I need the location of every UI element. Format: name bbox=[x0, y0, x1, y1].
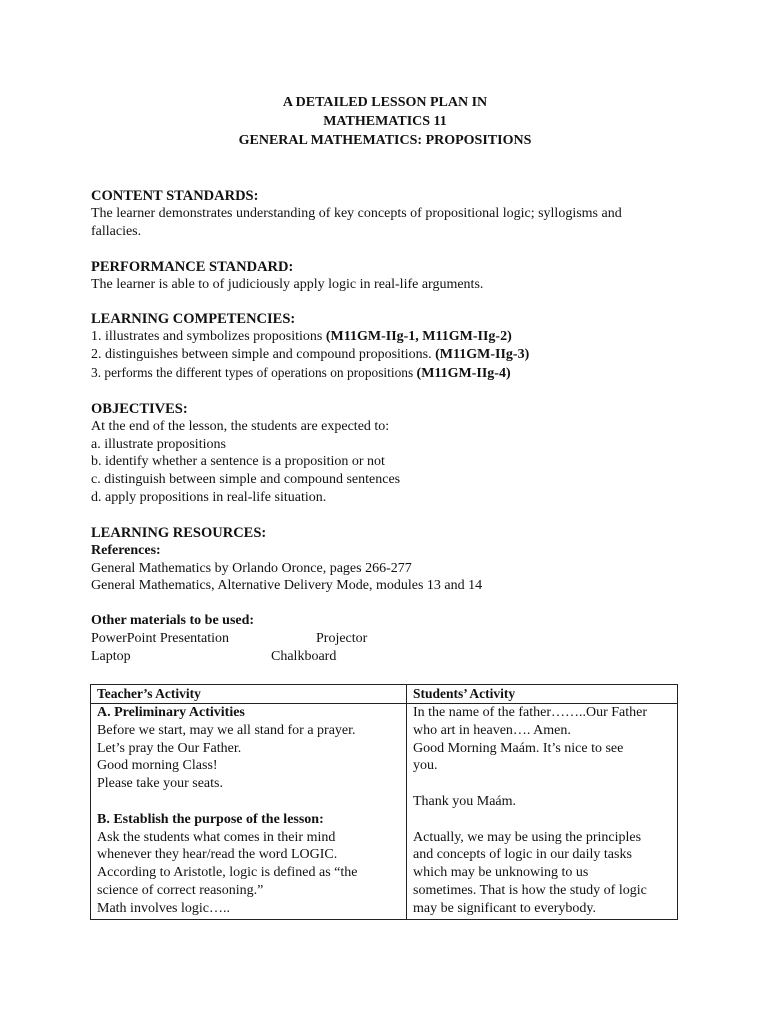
objectives-heading: OBJECTIVES: bbox=[91, 400, 188, 417]
objective-item: d. apply propositions in real-life situation. bbox=[91, 489, 327, 505]
competency-item bbox=[91, 364, 679, 383]
student-line: who art in heaven…. Amen. bbox=[413, 722, 571, 738]
student-line: Good Morning Maám. It’s nice to see bbox=[413, 740, 624, 756]
references-label: References: bbox=[91, 542, 161, 558]
lesson-plan-page bbox=[91, 93, 679, 666]
content-standards-heading: CONTENT STANDARDS: bbox=[91, 188, 259, 204]
material-item: Chalkboard bbox=[271, 648, 337, 664]
objectives-section bbox=[91, 400, 679, 507]
content-standards-text-2: fallacies. bbox=[91, 223, 142, 239]
competency-item bbox=[91, 328, 679, 346]
teacher-activity-cell bbox=[91, 704, 407, 920]
student-line: Thank you Maám. bbox=[413, 793, 517, 809]
material-item: Projector bbox=[316, 630, 368, 646]
teacher-line: science of correct reasoning.” bbox=[97, 882, 264, 898]
learning-resources-section bbox=[91, 524, 679, 666]
student-line: sometimes. That is how the study of logic bbox=[413, 882, 647, 898]
material-item: PowerPoint Presentation bbox=[91, 630, 230, 646]
objectives-intro: At the end of the lesson, the students are expected to: bbox=[91, 418, 390, 434]
material-item: Laptop bbox=[91, 648, 131, 664]
reference-item: General Mathematics, Alternative Delivery Mode, modules 13 and 14 bbox=[91, 578, 483, 594]
competency-code: (M11GM-IIg-4) bbox=[416, 365, 511, 381]
other-materials-label: Other materials to be used: bbox=[91, 613, 255, 629]
teacher-line: whenever they hear/read the word LOGIC. bbox=[97, 847, 338, 863]
title-line-3: GENERAL MATHEMATICS: PROPOSITIONS bbox=[238, 133, 532, 148]
teacher-line: Let’s pray the Our Father. bbox=[97, 740, 242, 756]
objective-item: c. distinguish between simple and compound sentences bbox=[91, 472, 401, 488]
competency-code: (M11GM-IIg-3) bbox=[435, 347, 530, 363]
table-row bbox=[91, 704, 678, 920]
competency-text: 2. distinguishes between simple and compound propositions. bbox=[91, 347, 436, 363]
performance-standard-heading: PERFORMANCE STANDARD: bbox=[91, 258, 294, 275]
student-line: and concepts of logic in our daily tasks bbox=[413, 847, 632, 863]
title-line-1: A DETAILED LESSON PLAN IN bbox=[282, 95, 488, 110]
title-line-2: MATHEMATICS 11 bbox=[323, 114, 447, 129]
preliminary-activities-heading: A. Preliminary Activities bbox=[97, 705, 245, 720]
learning-competencies-section bbox=[91, 310, 679, 382]
reference-item: General Mathematics by Orlando Oronce, pages 266-277 bbox=[91, 560, 412, 576]
performance-standard-text: The learner is able to of judiciously apply logic in real-life arguments. bbox=[91, 276, 484, 292]
teacher-activity-header: Teacher’s Activity bbox=[91, 685, 407, 704]
content-standards-section bbox=[91, 187, 679, 241]
student-line: you. bbox=[413, 758, 438, 774]
teacher-line: Good morning Class! bbox=[97, 758, 218, 774]
content-standards-text-1: The learner demonstrates understanding of key concepts of propositional logic; syllogisms and bbox=[91, 206, 622, 221]
establish-purpose-heading: B. Establish the purpose of the lesson: bbox=[97, 811, 324, 827]
materials-row-1 bbox=[91, 630, 679, 648]
teacher-line: Before we start, may we all stand for a prayer. bbox=[97, 722, 356, 738]
teacher-line: Math involves logic….. bbox=[97, 900, 230, 916]
teacher-line: According to Aristotle, logic is defined as “the bbox=[97, 865, 358, 881]
learning-resources-heading: LEARNING RESOURCES: bbox=[91, 524, 267, 541]
students-activity-header: Students’ Activity bbox=[407, 685, 678, 704]
materials-row-2 bbox=[91, 648, 679, 666]
competency-text: 3. performs the different types of operations on propositions bbox=[91, 364, 417, 380]
learning-competencies-heading: LEARNING COMPETENCIES: bbox=[91, 311, 296, 328]
activity-table bbox=[90, 684, 678, 920]
teacher-line: Please take your seats. bbox=[97, 776, 223, 792]
student-line: may be significant to everybody. bbox=[413, 900, 596, 916]
competency-text: 1. illustrates and symbolizes propositions bbox=[91, 329, 326, 345]
table-header-row bbox=[91, 685, 678, 704]
document-title bbox=[91, 93, 679, 150]
students-activity-cell bbox=[407, 704, 678, 920]
competency-code: (M11GM-IIg-1, M11GM-IIg-2) bbox=[325, 329, 512, 345]
student-line: Actually, we may be using the principles bbox=[413, 829, 642, 845]
performance-standard-section bbox=[91, 258, 679, 294]
objective-item: a. illustrate propositions bbox=[91, 436, 226, 452]
teacher-line: Ask the students what comes in their mind bbox=[97, 829, 336, 845]
student-line: In the name of the father……..Our Father bbox=[413, 705, 648, 720]
student-line: which may be unknowing to us bbox=[413, 865, 589, 881]
objective-item: b. identify whether a sentence is a proposition or not bbox=[91, 454, 385, 470]
competency-item bbox=[91, 346, 679, 364]
